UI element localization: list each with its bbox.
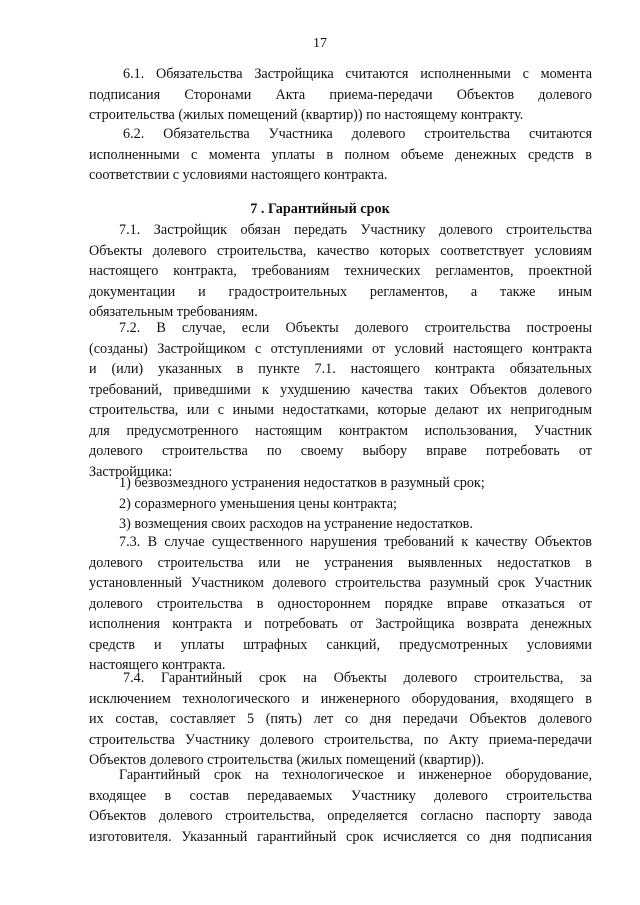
text-line: их состав, составляет 5 (пять) лет со дня передачи Объектов долевого — [89, 711, 592, 727]
text-line: Объекты долевого строительства, качество которых соответствует условиям — [89, 242, 592, 259]
text-line: долевого строительства по своему выбору вправе потребовать от — [89, 443, 592, 459]
text-line: средств и уплаты штрафных санкций, предусмотренных условиями — [89, 636, 592, 653]
text-line: строительства, или с иными недостатками, которые делают их непригодным — [89, 402, 592, 418]
list-item-2 — [89, 494, 592, 515]
text-line: 7.3. В случае существенного нарушения требований к качеству Объектов — [119, 534, 592, 550]
text-line: документации и градостроительных регламентов, а также иным — [89, 283, 592, 300]
text-line: для предусмотренного настоящим контрактом использования, Участник — [89, 422, 592, 439]
text-line: долевого строительства в одностороннем порядке вправе отказаться от — [89, 595, 592, 612]
text-line: требований, приведшими к ухудшению качества таких Объектов долевого — [89, 381, 592, 398]
paragraph-7-3 — [89, 532, 592, 676]
text-line: установленный Участником долевого строительства разумный срок Участник — [89, 575, 592, 591]
text-line: исключением технологического и инженерного оборудования, входящего в — [89, 690, 592, 707]
text-line: 6.2. Обязательства Участника долевого строительства считаются — [123, 126, 592, 142]
text-line: обязательным требованиям. — [89, 304, 258, 320]
text-line: входящее в состав передаваемых Участнику долевого строительства — [89, 787, 592, 804]
page-number: 17 — [313, 36, 327, 51]
text-line: исполнения контракта и потребовать от Застройщика возврата денежных — [89, 616, 592, 632]
text-line: 7.1. Застройщик обязан передать Участнику долевого строительства — [119, 222, 592, 238]
section-heading: 7 . Гарантийный срок — [250, 201, 390, 217]
paragraph-7-2 — [89, 318, 592, 482]
text-line: изготовителя. Указанный гарантийный срок исчисляется со дня подписания — [89, 828, 592, 845]
paragraph-warranty-equipment — [89, 765, 592, 847]
text-line: и (или) указанных в пункте 7.1. настоящего контракта обязательных — [89, 361, 592, 377]
text-line: 7.2. В случае, если Объекты долевого строительства построены — [119, 320, 592, 336]
paragraph-7-1 — [89, 220, 592, 323]
text-line: 1) безвозмездного устранения недостатков в разумный срок; — [119, 475, 485, 491]
text-line: 7.4. Гарантийный срок на Объекты долевого строительства, за — [123, 670, 592, 686]
text-line: строительства (жилых помещений (квартир)) по настоящему контракту. — [89, 107, 524, 123]
text-line: Объектов долевого строительства, определяется согласно паспорту завода — [89, 808, 592, 824]
text-line: строительства Участнику долевого строительства, по Акту приема-передачи — [89, 731, 592, 748]
text-line: Застройщика: — [89, 463, 173, 480]
text-line: долевого строительства или не устранения выявленных недостатков в — [89, 554, 592, 571]
text-line: 3) возмещения своих расходов на устранение недостатков. — [119, 516, 473, 532]
paragraph-7-4 — [89, 668, 592, 771]
text-line: 6.1. Обязательства Застройщика считаются исполненными с момента — [123, 66, 592, 82]
text-line: настоящего контракта. — [89, 657, 226, 673]
text-line: (созданы) Застройщиком с отступлениями от условий настоящего контракта — [89, 340, 592, 357]
text-line: Гарантийный срок на технологическое и инженерное оборудование, — [119, 767, 592, 783]
paragraph-6-1 — [89, 64, 592, 126]
text-line: исполненными с момента уплаты в полном объеме денежных средств в — [89, 146, 592, 163]
paragraph-6-2 — [89, 124, 592, 186]
text-line: настоящего контракта, требованиям технических регламентов, проектной — [89, 263, 592, 279]
text-line: 2) соразмерного уменьшения цены контракта; — [119, 496, 397, 512]
text-line: подписания Сторонами Акта приема-передачи Объектов долевого — [89, 86, 592, 103]
list-item-1 — [89, 473, 592, 494]
text-line: Объектов долевого строительства (жилых помещений (квартир)). — [89, 752, 485, 768]
text-line: соответствии с условиями настоящего контракта. — [89, 167, 388, 183]
